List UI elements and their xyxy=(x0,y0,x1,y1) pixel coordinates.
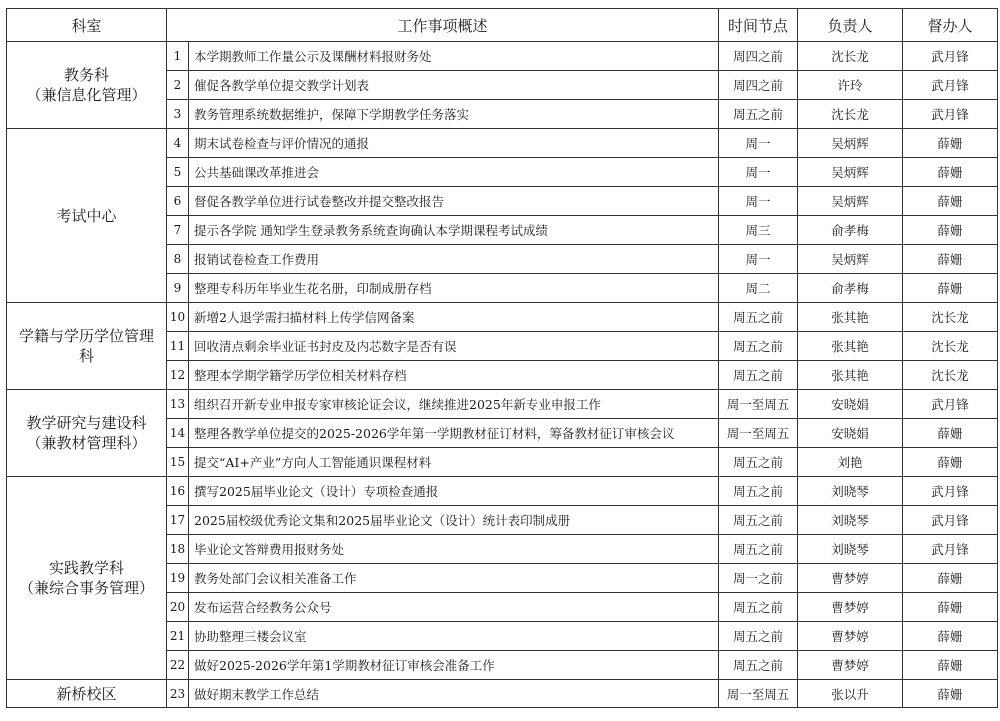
row-number: 5 xyxy=(167,158,189,187)
department-cell xyxy=(7,42,167,129)
task-description: 回收清点剩余毕业证书封皮及内芯数字是否有误 xyxy=(189,332,719,361)
owner-cell: 刘晓琴 xyxy=(798,506,903,535)
task-description: 做好期末教学工作总结 xyxy=(189,680,719,708)
supervisor-cell: 薛姗 xyxy=(903,680,998,708)
department-subtitle: （兼综合事务管理） xyxy=(18,579,154,597)
row-number: 9 xyxy=(167,274,189,303)
deadline-cell: 周三 xyxy=(719,216,798,245)
supervisor-cell: 薛姗 xyxy=(903,216,998,245)
table-row xyxy=(7,129,998,158)
row-number: 20 xyxy=(167,593,189,622)
supervisor-cell: 沈长龙 xyxy=(903,332,998,361)
department-cell xyxy=(7,129,167,303)
deadline-cell: 周二 xyxy=(719,274,798,303)
deadline-cell: 周五之前 xyxy=(719,303,798,332)
task-description: 组织召开新专业申报专家审核论证会议，继续推进2025年新专业申报工作 xyxy=(189,390,719,419)
supervisor-cell: 薛姗 xyxy=(903,564,998,593)
owner-cell: 安晓娟 xyxy=(798,419,903,448)
owner-cell: 刘晓琴 xyxy=(798,535,903,564)
task-description: 2025届校级优秀论文集和2025届毕业论文（设计）统计表印制成册 xyxy=(189,506,719,535)
owner-cell: 曹梦婷 xyxy=(798,564,903,593)
supervisor-cell: 武月锋 xyxy=(903,390,998,419)
supervisor-cell: 武月锋 xyxy=(903,100,998,129)
header-supervisor: 督办人 xyxy=(903,9,998,42)
header-task: 工作事项概述 xyxy=(167,9,719,42)
task-description: 报销试卷检查工作费用 xyxy=(189,245,719,274)
owner-cell: 曹梦婷 xyxy=(798,593,903,622)
table-row xyxy=(7,390,998,419)
table-row xyxy=(7,477,998,506)
owner-cell: 刘晓琴 xyxy=(798,477,903,506)
header-owner: 负责人 xyxy=(798,9,903,42)
owner-cell: 张其艳 xyxy=(798,303,903,332)
supervisor-cell: 薛姗 xyxy=(903,622,998,651)
deadline-cell: 周一之前 xyxy=(719,564,798,593)
department-name: 教学研究与建设科 xyxy=(26,414,147,432)
table-row xyxy=(7,680,998,708)
task-description: 毕业论文答辩费用报财务处 xyxy=(189,535,719,564)
deadline-cell: 周四之前 xyxy=(719,71,798,100)
owner-cell: 沈长龙 xyxy=(798,100,903,129)
department-cell xyxy=(7,680,167,708)
deadline-cell: 周一 xyxy=(719,245,798,274)
row-number: 18 xyxy=(167,535,189,564)
owner-cell: 吴炳辉 xyxy=(798,158,903,187)
supervisor-cell: 薛姗 xyxy=(903,448,998,477)
supervisor-cell: 武月锋 xyxy=(903,477,998,506)
row-number: 19 xyxy=(167,564,189,593)
task-description: 撰写2025届毕业论文（设计）专项检查通报 xyxy=(189,477,719,506)
supervisor-cell: 武月锋 xyxy=(903,506,998,535)
deadline-cell: 周一 xyxy=(719,129,798,158)
row-number: 15 xyxy=(167,448,189,477)
task-description: 提示各学院 通知学生登录教务系统查询确认本学期课程考试成绩 xyxy=(189,216,719,245)
row-number: 13 xyxy=(167,390,189,419)
owner-cell: 安晓娟 xyxy=(798,390,903,419)
row-number: 11 xyxy=(167,332,189,361)
row-number: 23 xyxy=(167,680,189,708)
task-description: 整理本学期学籍学历学位相关材料存档 xyxy=(189,361,719,390)
task-description: 做好2025-2026学年第1学期教材征订审核会准备工作 xyxy=(189,651,719,680)
supervisor-cell: 薛姗 xyxy=(903,419,998,448)
supervisor-cell: 薛姗 xyxy=(903,274,998,303)
owner-cell: 沈长龙 xyxy=(798,42,903,71)
header-dept: 科室 xyxy=(7,9,167,42)
owner-cell: 张以升 xyxy=(798,680,903,708)
supervisor-cell: 薛姗 xyxy=(903,593,998,622)
table-header-row xyxy=(7,9,998,42)
row-number: 22 xyxy=(167,651,189,680)
owner-cell: 吴炳辉 xyxy=(798,187,903,216)
supervisor-cell: 薛姗 xyxy=(903,187,998,216)
deadline-cell: 周五之前 xyxy=(719,535,798,564)
deadline-cell: 周五之前 xyxy=(719,622,798,651)
supervisor-cell: 沈长龙 xyxy=(903,303,998,332)
table-row xyxy=(7,42,998,71)
supervisor-cell: 武月锋 xyxy=(903,42,998,71)
task-description: 期末试卷检查与评价情况的通报 xyxy=(189,129,719,158)
owner-cell: 曹梦婷 xyxy=(798,651,903,680)
task-description: 催促各教学单位提交教学计划表 xyxy=(189,71,719,100)
deadline-cell: 周一至周五 xyxy=(719,419,798,448)
task-description: 公共基础课改革推进会 xyxy=(189,158,719,187)
owner-cell: 俞孝梅 xyxy=(798,216,903,245)
task-description: 整理专科历年毕业生花名册，印制成册存档 xyxy=(189,274,719,303)
row-number: 8 xyxy=(167,245,189,274)
task-description: 提交“AI+产业”方向人工智能通识课程材料 xyxy=(189,448,719,477)
row-number: 3 xyxy=(167,100,189,129)
deadline-cell: 周五之前 xyxy=(719,100,798,129)
row-number: 17 xyxy=(167,506,189,535)
task-description: 整理各教学单位提交的2025-2026学年第一学期教材征订材料，筹备教材征订审核会议 xyxy=(189,419,719,448)
table-body xyxy=(7,42,998,708)
department-name: 新桥校区 xyxy=(56,684,117,703)
task-description: 教务管理系统数据维护，保障下学期教学任务落实 xyxy=(189,100,719,129)
owner-cell: 吴炳辉 xyxy=(798,129,903,158)
row-number: 21 xyxy=(167,622,189,651)
row-number: 4 xyxy=(167,129,189,158)
department-name: 实践教学科 xyxy=(48,559,124,577)
work-schedule-table xyxy=(6,8,998,708)
deadline-cell: 周四之前 xyxy=(719,42,798,71)
row-number: 14 xyxy=(167,419,189,448)
owner-cell: 张其艳 xyxy=(798,332,903,361)
owner-cell: 吴炳辉 xyxy=(798,245,903,274)
deadline-cell: 周五之前 xyxy=(719,332,798,361)
department-subtitle: （兼教材管理科） xyxy=(26,434,147,452)
department-cell xyxy=(7,390,167,477)
owner-cell: 俞孝梅 xyxy=(798,274,903,303)
task-description: 督促各教学单位进行试卷整改并提交整改报告 xyxy=(189,187,719,216)
department-name: 学籍与学历学位管理 xyxy=(18,327,154,345)
row-number: 6 xyxy=(167,187,189,216)
owner-cell: 刘艳 xyxy=(798,448,903,477)
supervisor-cell: 沈长龙 xyxy=(903,361,998,390)
deadline-cell: 周一至周五 xyxy=(719,390,798,419)
department-subtitle: 科 xyxy=(78,347,94,365)
owner-cell: 张其艳 xyxy=(798,361,903,390)
supervisor-cell: 薛姗 xyxy=(903,129,998,158)
task-description: 新增2人退学需扫描材料上传学信网备案 xyxy=(189,303,719,332)
department-cell xyxy=(7,477,167,680)
task-description: 教务处部门会议相关准备工作 xyxy=(189,564,719,593)
row-number: 10 xyxy=(167,303,189,332)
owner-cell: 曹梦婷 xyxy=(798,622,903,651)
deadline-cell: 周五之前 xyxy=(719,593,798,622)
supervisor-cell: 武月锋 xyxy=(903,71,998,100)
supervisor-cell: 薛姗 xyxy=(903,245,998,274)
header-deadline: 时间节点 xyxy=(719,9,798,42)
row-number: 12 xyxy=(167,361,189,390)
deadline-cell: 周五之前 xyxy=(719,448,798,477)
task-description: 发布运营合经教务公众号 xyxy=(189,593,719,622)
deadline-cell: 周五之前 xyxy=(719,477,798,506)
deadline-cell: 周五之前 xyxy=(719,651,798,680)
department-subtitle: （兼信息化管理） xyxy=(26,86,147,104)
department-name: 考试中心 xyxy=(56,206,117,225)
supervisor-cell: 薛姗 xyxy=(903,651,998,680)
task-description: 本学期教师工作量公示及课酬材料报财务处 xyxy=(189,42,719,71)
row-number: 16 xyxy=(167,477,189,506)
row-number: 7 xyxy=(167,216,189,245)
task-description: 协助整理三楼会议室 xyxy=(189,622,719,651)
row-number: 2 xyxy=(167,71,189,100)
supervisor-cell: 武月锋 xyxy=(903,535,998,564)
department-name: 教务科 xyxy=(63,66,109,84)
deadline-cell: 周一 xyxy=(719,158,798,187)
table-row xyxy=(7,303,998,332)
owner-cell: 许玲 xyxy=(798,71,903,100)
deadline-cell: 周五之前 xyxy=(719,361,798,390)
row-number: 1 xyxy=(167,42,189,71)
department-cell xyxy=(7,303,167,390)
deadline-cell: 周一 xyxy=(719,187,798,216)
deadline-cell: 周一至周五 xyxy=(719,680,798,708)
supervisor-cell: 薛姗 xyxy=(903,158,998,187)
deadline-cell: 周五之前 xyxy=(719,506,798,535)
